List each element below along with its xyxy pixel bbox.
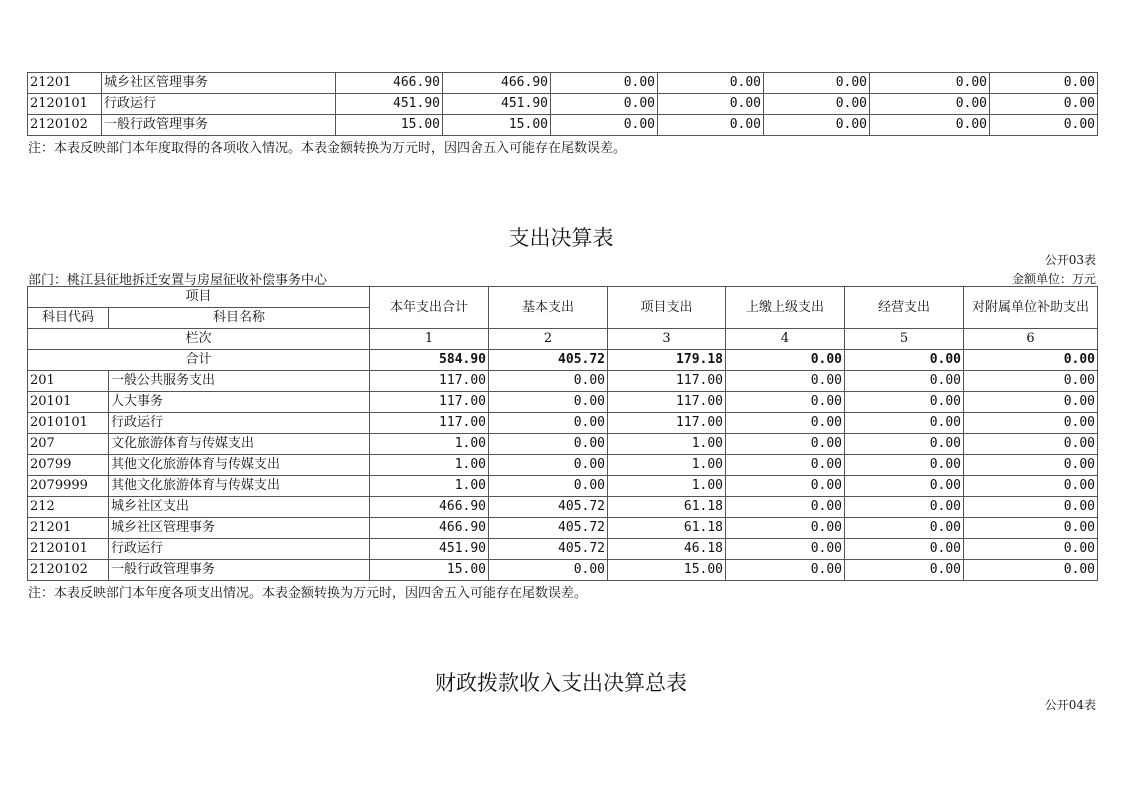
amount-cell: 0.00 bbox=[726, 434, 845, 455]
amount-cell: 466.90 bbox=[370, 518, 489, 539]
amount-cell: 0.00 bbox=[658, 94, 764, 115]
subject-code: 2120101 bbox=[28, 539, 109, 560]
subject-code: 2120102 bbox=[28, 115, 102, 136]
amount-cell: 0.00 bbox=[964, 497, 1098, 518]
amount-cell: 0.00 bbox=[658, 73, 764, 94]
table-row bbox=[28, 518, 1098, 539]
subject-code: 2010101 bbox=[28, 413, 109, 434]
amount-cell: 466.90 bbox=[370, 497, 489, 518]
department-label: 部门：桃江县征地拆迁安置与房屋征收补偿事务中心 bbox=[28, 273, 328, 288]
amount-cell: 0.00 bbox=[964, 518, 1098, 539]
amount-cell: 0.00 bbox=[551, 115, 658, 136]
amount-cell: 61.18 bbox=[608, 518, 726, 539]
total-value: 179.18 bbox=[608, 350, 726, 371]
next-table-title: 财政拨款收入支出决算总表 bbox=[435, 671, 687, 695]
table-row bbox=[28, 434, 1098, 455]
amount-cell: 0.00 bbox=[964, 560, 1098, 581]
amount-cell: 117.00 bbox=[608, 392, 726, 413]
amount-cell: 0.00 bbox=[726, 560, 845, 581]
amount-cell: 0.00 bbox=[964, 371, 1098, 392]
expenditure-note: 注：本表反映部门本年度各项支出情况。本表金额转换为万元时，因四舍五入可能存在尾数误差。 bbox=[28, 586, 588, 601]
amount-cell: 0.00 bbox=[964, 476, 1098, 497]
amount-cell: 1.00 bbox=[608, 476, 726, 497]
income-table-tail bbox=[27, 72, 1098, 136]
table-row bbox=[28, 73, 1098, 94]
amount-cell: 0.00 bbox=[726, 476, 845, 497]
col-number: 1 bbox=[370, 329, 489, 350]
amount-cell: 451.90 bbox=[443, 94, 551, 115]
total-value: 0.00 bbox=[726, 350, 845, 371]
subject-name: 一般行政管理事务 bbox=[102, 115, 336, 136]
subject-code: 2079999 bbox=[28, 476, 109, 497]
header-col-2: 基本支出 bbox=[489, 287, 608, 329]
subject-name: 行政运行 bbox=[109, 539, 370, 560]
amount-cell: 0.00 bbox=[726, 392, 845, 413]
amount-cell: 405.72 bbox=[489, 497, 608, 518]
amount-cell: 466.90 bbox=[336, 73, 443, 94]
amount-cell: 0.00 bbox=[489, 371, 608, 392]
header-col-4: 上缴上级支出 bbox=[726, 287, 845, 329]
subject-name: 文化旅游体育与传媒支出 bbox=[109, 434, 370, 455]
amount-cell: 1.00 bbox=[370, 455, 489, 476]
table-row bbox=[28, 413, 1098, 434]
amount-cell: 0.00 bbox=[726, 497, 845, 518]
amount-cell: 1.00 bbox=[370, 476, 489, 497]
amount-cell: 466.90 bbox=[443, 73, 551, 94]
total-row bbox=[28, 350, 1098, 371]
amount-cell: 0.00 bbox=[764, 94, 870, 115]
amount-cell: 0.00 bbox=[845, 476, 964, 497]
amount-cell: 0.00 bbox=[726, 518, 845, 539]
header-col-6: 对附属单位补助支出 bbox=[964, 287, 1098, 329]
amount-cell: 15.00 bbox=[443, 115, 551, 136]
header-code: 科目代码 bbox=[28, 308, 109, 329]
subject-code: 201 bbox=[28, 371, 109, 392]
next-table-number: 公开04表 bbox=[1044, 698, 1096, 712]
amount-cell: 0.00 bbox=[845, 497, 964, 518]
amount-cell: 0.00 bbox=[964, 434, 1098, 455]
table-row bbox=[28, 371, 1098, 392]
amount-cell: 0.00 bbox=[990, 94, 1098, 115]
header-row bbox=[28, 287, 1098, 308]
amount-cell: 0.00 bbox=[489, 392, 608, 413]
table-row bbox=[28, 560, 1098, 581]
subject-code: 21201 bbox=[28, 73, 102, 94]
subject-code: 2120102 bbox=[28, 560, 109, 581]
amount-cell: 117.00 bbox=[370, 413, 489, 434]
subject-name: 一般公共服务支出 bbox=[109, 371, 370, 392]
amount-cell: 451.90 bbox=[370, 539, 489, 560]
subject-code: 212 bbox=[28, 497, 109, 518]
total-value: 0.00 bbox=[845, 350, 964, 371]
amount-cell: 0.00 bbox=[489, 560, 608, 581]
table-row bbox=[28, 392, 1098, 413]
amount-cell: 0.00 bbox=[489, 413, 608, 434]
amount-cell: 0.00 bbox=[870, 73, 990, 94]
amount-cell: 0.00 bbox=[845, 455, 964, 476]
subject-name: 其他文化旅游体育与传媒支出 bbox=[109, 455, 370, 476]
amount-cell: 0.00 bbox=[964, 539, 1098, 560]
amount-cell: 15.00 bbox=[370, 560, 489, 581]
expenditure-table bbox=[27, 286, 1098, 581]
amount-cell: 0.00 bbox=[726, 371, 845, 392]
header-col-5: 经营支出 bbox=[845, 287, 964, 329]
amount-cell: 0.00 bbox=[990, 115, 1098, 136]
amount-cell: 1.00 bbox=[608, 455, 726, 476]
lanci-label: 栏次 bbox=[28, 329, 370, 350]
total-label: 合计 bbox=[28, 350, 370, 371]
amount-cell: 0.00 bbox=[845, 371, 964, 392]
subject-code: 207 bbox=[28, 434, 109, 455]
total-value: 584.90 bbox=[370, 350, 489, 371]
total-value: 0.00 bbox=[964, 350, 1098, 371]
amount-cell: 61.18 bbox=[608, 497, 726, 518]
amount-cell: 0.00 bbox=[964, 413, 1098, 434]
subject-name: 城乡社区管理事务 bbox=[109, 518, 370, 539]
amount-cell: 0.00 bbox=[726, 455, 845, 476]
amount-cell: 0.00 bbox=[726, 539, 845, 560]
amount-cell: 0.00 bbox=[726, 413, 845, 434]
amount-cell: 0.00 bbox=[845, 434, 964, 455]
subject-name: 行政运行 bbox=[109, 413, 370, 434]
amount-cell: 0.00 bbox=[489, 455, 608, 476]
table-number: 公开03表 bbox=[1044, 253, 1096, 267]
amount-cell: 117.00 bbox=[370, 371, 489, 392]
amount-cell: 0.00 bbox=[764, 115, 870, 136]
amount-cell: 0.00 bbox=[845, 560, 964, 581]
amount-cell: 117.00 bbox=[608, 371, 726, 392]
col-number: 4 bbox=[726, 329, 845, 350]
col-number: 6 bbox=[964, 329, 1098, 350]
amount-cell: 1.00 bbox=[370, 434, 489, 455]
table-row bbox=[28, 476, 1098, 497]
amount-cell: 0.00 bbox=[551, 94, 658, 115]
amount-cell: 0.00 bbox=[658, 115, 764, 136]
amount-cell: 405.72 bbox=[489, 518, 608, 539]
subject-code: 20101 bbox=[28, 392, 109, 413]
col-number: 3 bbox=[608, 329, 726, 350]
amount-cell: 1.00 bbox=[608, 434, 726, 455]
lanci-row bbox=[28, 329, 1098, 350]
subject-name: 人大事务 bbox=[109, 392, 370, 413]
amount-cell: 0.00 bbox=[964, 392, 1098, 413]
amount-cell: 0.00 bbox=[845, 518, 964, 539]
amount-cell: 15.00 bbox=[608, 560, 726, 581]
subject-code: 2120101 bbox=[28, 94, 102, 115]
header-name: 科目名称 bbox=[109, 308, 370, 329]
subject-name: 行政运行 bbox=[102, 94, 336, 115]
amount-cell: 0.00 bbox=[489, 434, 608, 455]
amount-cell: 0.00 bbox=[870, 115, 990, 136]
amount-cell: 0.00 bbox=[870, 94, 990, 115]
subject-name: 城乡社区管理事务 bbox=[102, 73, 336, 94]
total-value: 405.72 bbox=[489, 350, 608, 371]
col-number: 5 bbox=[845, 329, 964, 350]
header-item: 项目 bbox=[28, 287, 370, 308]
amount-cell: 46.18 bbox=[608, 539, 726, 560]
subject-code: 21201 bbox=[28, 518, 109, 539]
amount-cell: 0.00 bbox=[845, 392, 964, 413]
amount-cell: 0.00 bbox=[845, 539, 964, 560]
subject-code: 20799 bbox=[28, 455, 109, 476]
table-row bbox=[28, 497, 1098, 518]
table-row bbox=[28, 94, 1098, 115]
amount-cell: 0.00 bbox=[964, 455, 1098, 476]
amount-cell: 117.00 bbox=[608, 413, 726, 434]
subject-name: 其他文化旅游体育与传媒支出 bbox=[109, 476, 370, 497]
amount-cell: 0.00 bbox=[764, 73, 870, 94]
amount-cell: 117.00 bbox=[370, 392, 489, 413]
table-row bbox=[28, 455, 1098, 476]
unit-label: 金额单位：万元 bbox=[1011, 272, 1096, 286]
col-number: 2 bbox=[489, 329, 608, 350]
amount-cell: 0.00 bbox=[990, 73, 1098, 94]
amount-cell: 0.00 bbox=[551, 73, 658, 94]
header-col-3: 项目支出 bbox=[608, 287, 726, 329]
table-row bbox=[28, 115, 1098, 136]
amount-cell: 0.00 bbox=[489, 476, 608, 497]
page-title: 支出决算表 bbox=[508, 226, 614, 250]
amount-cell: 15.00 bbox=[336, 115, 443, 136]
subject-name: 一般行政管理事务 bbox=[109, 560, 370, 581]
amount-cell: 451.90 bbox=[336, 94, 443, 115]
header-col-1: 本年支出合计 bbox=[370, 287, 489, 329]
amount-cell: 0.00 bbox=[845, 413, 964, 434]
subject-name: 城乡社区支出 bbox=[109, 497, 370, 518]
income-note: 注：本表反映部门本年度取得的各项收入情况。本表金额转换为万元时，因四舍五入可能存在尾数误差。 bbox=[28, 141, 627, 156]
amount-cell: 405.72 bbox=[489, 539, 608, 560]
table-row bbox=[28, 539, 1098, 560]
